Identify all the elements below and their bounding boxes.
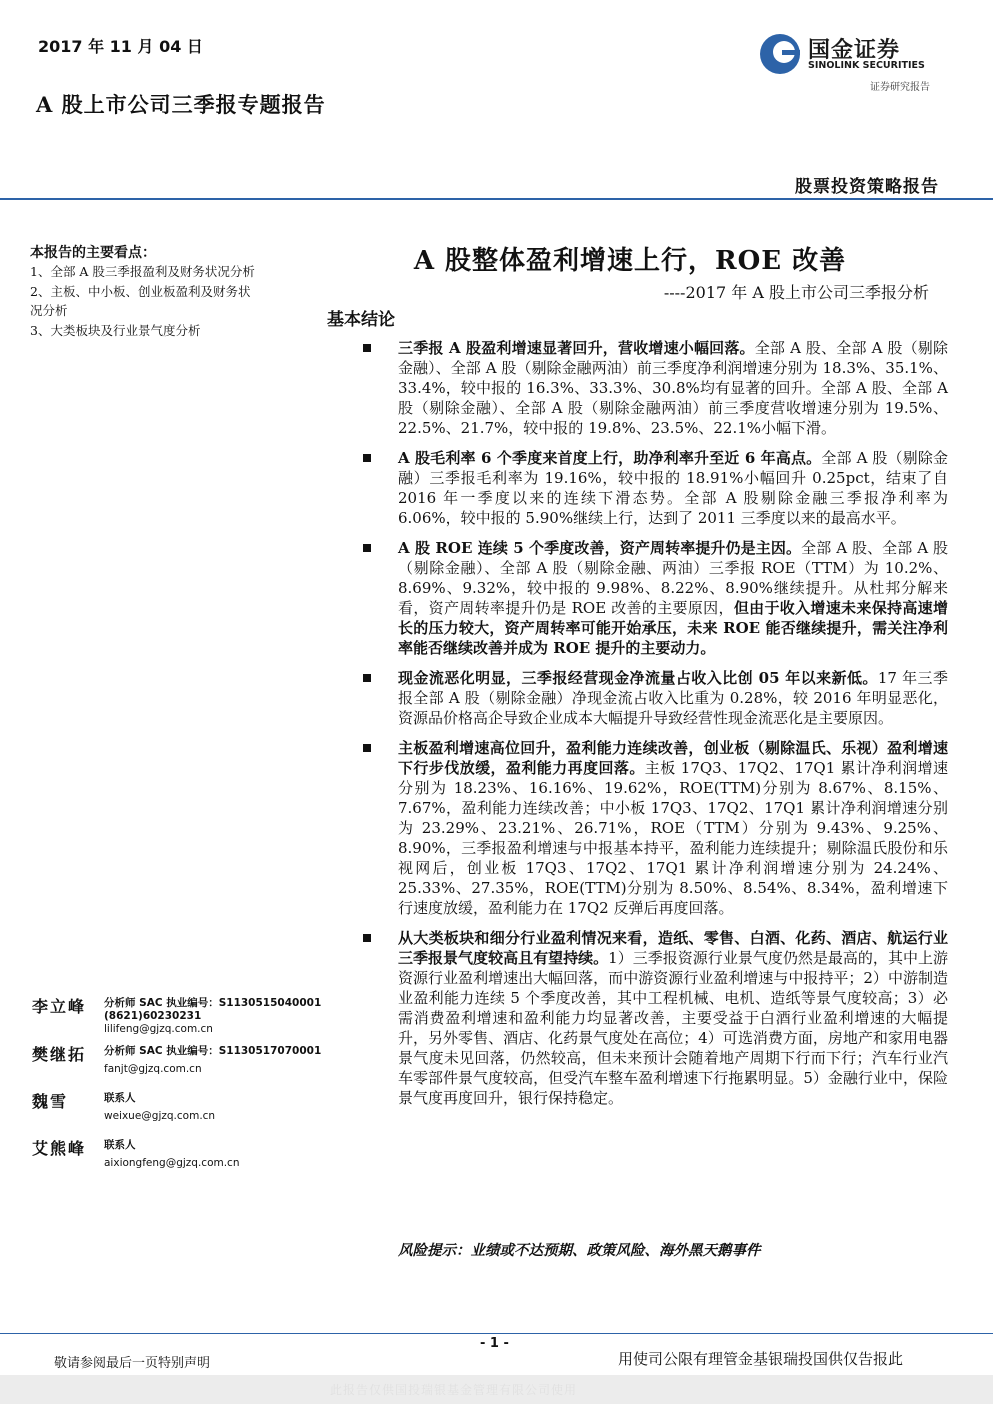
conclusion-lead: 从大类板块和细分行业盈利情况来看，造纸、零售、白酒、化药、酒店、航运行业三季报景气度较高且有望持续。 [398,929,948,967]
analyst-email[interactable]: aixiongfeng@gjzq.com.cn [104,1157,240,1169]
analyst-name: 魏雪 [32,1092,69,1111]
conclusion-list [360,338,948,1118]
analyst-email[interactable]: fanjt@gjzq.com.cn [104,1063,202,1075]
analyst-role: 联系人 [104,1092,136,1104]
conclusion-body: 全部 A 股（剔除金融）三季报毛利率为 19.16%，较中报的 18.91%小幅回升 0.25pct，结束了自 2016 年一季度以来的连续下滑态势。全部 A 股剔除金融三季报净利率为 6.06%，较中报的 5.90%继续上行，达到了 2011 三季度以来的最高水平。 [398,449,948,527]
bullet-square-icon [363,674,371,682]
conclusion-lead: A 股毛利率 6 个季度来首度上行，助净利率升至近 6 年高点。 [398,449,822,467]
report-type: 股票投资策略报告 [795,177,939,197]
key-point: 3、大类板块及行业景气度分析 [30,322,201,338]
conclusion-item [360,928,948,1108]
conclusion-body: 1）三季报资源行业景气度仍然是最高的，其中上游资源行业盈利增速出大幅回落，而中游资源行业盈利增速与中报持平；2）中游制造业盈利能力连续 5 个季度改善，其中工程机械、电机、造纸等景气度较高；3）必需消费盈利增速和盈利能力均显著改善，主要受益于白酒行业盈利增速的大幅提升，另外零售、酒店、化药景气度处在高位；4）可选消费方面，房地产和家用电器景气度未见回落，仍然较高，但未来预计会随着地产周期下行而下行；汽车行业汽车零部件景气度较高，但受汽车整车盈利增速下行拖累明显。5）金融行业中，保险景气度再度回升，银行保持稳定。 [398,949,948,1107]
conclusion-body: 主板 17Q3、17Q2、17Q1 累计净利润增速分别为 18.23%、16.16%、19.62%，ROE(TTM)分别为 8.67%、8.15%、7.67%，盈利能力连续改善；中小板 17Q3、17Q2、17Q1 累计净利润增速分别为 23.29%、23.21%、26.71%，ROE（TTM）分别为 9.43%、9.25%、8.90%，三季报盈利增速与中报基本持平，盈利能力连续提升；剔除温氏股份和乐视网后，创业板 17Q3、17Q2、17Q1 累计净利润增速分别为 24.24%、25.33%、27.35%，ROE(TTM)分别为 8.50%、8.54%、8.34%，盈利增速下行速度放缓，盈利能力在 17Q2 反弹后再度回落。 [398,759,948,917]
analyst-role: 分析师 SAC 执业编号：S1130515040001 [104,997,322,1009]
bullet-square-icon [363,454,371,462]
bullet-square-icon [363,744,371,752]
conclusion-item [360,538,948,658]
brand-name-en: SINOLINK SECURITIES [808,60,925,71]
conclusion-item [360,448,948,528]
bullet-square-icon [363,544,371,552]
page-number: - 1 - [480,1336,509,1351]
conclusion-body: 17 年三季报全部 A 股（剔除金融）净现金流占收入比重为 0.28%，较 2016 年明显恶化，资源品价格高企导致企业成本大幅提升导致经营性现金流恶化是主要原因。 [398,669,948,727]
analyst-email[interactable]: lilifeng@gjzq.com.cn [104,1023,213,1035]
analyst-name: 李立峰 [32,997,87,1016]
footer-mirrored-text: 用使司公限有理管金基银瑞投国供仅告报此 [618,1350,904,1368]
header-divider [0,198,993,200]
key-points-heading: 本报告的主要看点： [30,245,156,261]
report-series-title: A 股上市公司三季报专题报告 [36,92,326,117]
conclusion-lead: 三季报 A 股盈利增速显著回升，营收增速小幅回落。 [398,339,755,357]
section-title: 基本结论 [327,310,395,330]
analyst-name: 樊继拓 [32,1045,87,1064]
conclusion-body: 全部 A 股、全部 A 股（剔除金融）、全部 A 股（剔除金融、两油）三季报 ROE（TTM）为 10.2%、8.69%、9.32%，较中报的 9.98%、8.22%、8.90%继续提升。从杜邦分解来看，资产周转率提升仍是 ROE 改善的主要原因， [398,539,949,617]
conclusion-item [360,738,948,918]
conclusion-item [360,338,948,438]
key-point: 2、主板、中小板、创业板盈利及财务状况分析 [30,283,251,318]
brand-name-cn: 国金证券 [808,38,901,63]
conclusion-lead: 主板盈利增速高位回升，盈利能力连续改善，创业板（剔除温氏、乐视）盈利增速下行步伐放缓，盈利能力再度回落。 [398,739,948,777]
disclaimer-notice: 敬请参阅最后一页特别声明 [54,1356,211,1371]
usage-watermark: 此报告仅供国投瑞银基金管理有限公司使用 [330,1383,578,1397]
analyst-phone: (8621)60230231 [104,1010,202,1022]
analyst-role: 联系人 [104,1139,136,1151]
conclusion-lead: 现金流恶化明显，三季报经营现金净流量占收入比创 05 年以来新低。 [398,669,878,687]
risk-warning: 风险提示：业绩或不达预期、政策风险、海外黑天鹅事件 [398,1242,761,1259]
conclusion-lead: A 股 ROE 连续 5 个季度改善，资产周转率提升仍是主因。 [398,539,802,557]
conclusion-body: 全部 A 股、全部 A 股（剔除金融）、全部 A 股（剔除金融两油）前三季度净利润增速分别为 18.3%、35.1%、33.4%，较中报的 16.3%、33.3%、30.8%均有显著的回升。全部 A 股、全部 A 股（剔除金融）、全部 A 股（剔除金融两油）前三季度营收增速分别为 19.5%、22.5%、21.7%，较中报的 19.8%、23.5%、22.1%小幅下滑。 [398,339,948,437]
key-points-list [30,262,260,340]
report-subheadline: ----2017 年 A 股上市公司三季报分析 [663,283,929,302]
research-label: 证券研究报告 [870,82,930,93]
analyst-role: 分析师 SAC 执业编号：S1130517070001 [104,1045,322,1057]
footer-divider [0,1333,993,1334]
key-point: 1、全部 A 股三季报盈利及财务状况分析 [30,264,255,279]
report-headline: A 股整体盈利增速上行，ROE 改善 [413,246,847,276]
report-date: 2017 年 11 月 04 日 [38,37,203,56]
bullet-square-icon [363,344,371,352]
analyst-email[interactable]: weixue@gjzq.com.cn [104,1110,216,1122]
bullet-square-icon [363,934,371,942]
conclusion-item [360,668,948,728]
analyst-name: 艾熊峰 [32,1139,87,1158]
conclusion-emphasis: 但由于收入增速未来保持高速增长的压力较大，资产周转率可能开始承压，未来 ROE 能否继续提升，需关注净利率能否继续改善并成为 ROE 提升的主要动力。 [398,599,948,657]
